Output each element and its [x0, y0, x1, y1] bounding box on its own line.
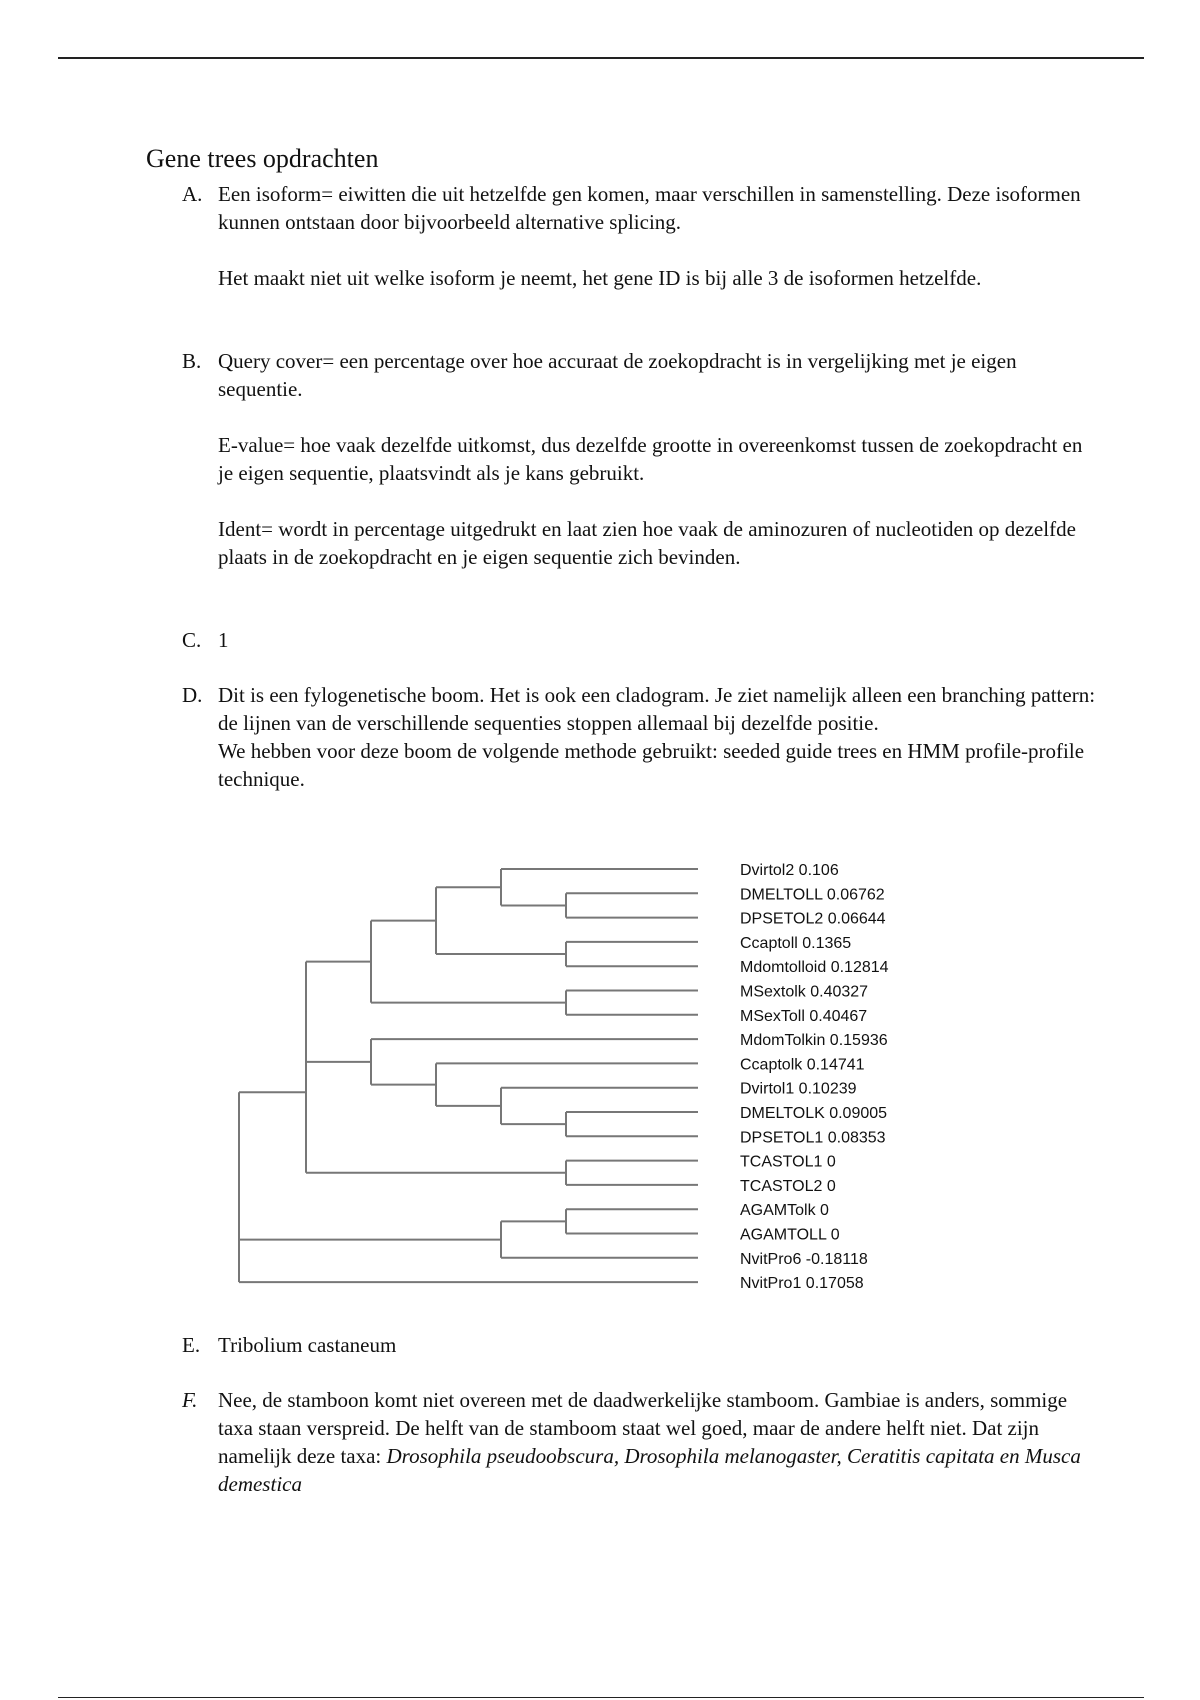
section-b-text-1: Query cover= een percentage over hoe accuraat de zoekopdracht is in vergelijking met je eigen sequentie.	[218, 349, 1017, 401]
section-f-text-1	[218, 1386, 1098, 1498]
section-f-body	[218, 1386, 1098, 1498]
section-c-text-1: 1	[218, 628, 229, 652]
tree-leaf-label: Dvirtol1 0.10239	[740, 1080, 857, 1098]
section-b-body	[218, 347, 1098, 571]
tree-leaf-label: AGAMTolk 0	[740, 1202, 829, 1220]
section-e-text-1: Tribolium castaneum	[218, 1333, 397, 1357]
section-e-marker: E.	[182, 1333, 201, 1357]
tree-leaf-label: Mdomtolloid 0.12814	[740, 959, 889, 977]
tree-leaf-label: TCASTOL1 0	[740, 1153, 836, 1171]
section-c-marker: C.	[182, 628, 202, 652]
section-b-text-2: E-value= hoe vaak dezelfde uitkomst, dus dezelfde grootte in overeenkomst tussen de zoekopdracht en je eigen sequentie, plaatsvindt als je kans gebruikt.	[218, 433, 1083, 485]
section-c-body	[218, 626, 1098, 654]
section-f-text-italic: Drosophila pseudoobscura, Drosophila melanogaster, Ceratitis capitata en Musca demestica	[218, 1444, 1081, 1496]
tree-leaf-label: Ccaptoll 0.1365	[740, 934, 852, 952]
tree-leaf-label: NvitPro1 0.17058	[740, 1275, 864, 1293]
tree-leaf-label: DMELTOLL 0.06762	[740, 886, 885, 904]
tree-leaf-label: DMELTOLK 0.09005	[740, 1105, 888, 1122]
tree-leaf-label: TCASTOL2 0	[740, 1177, 836, 1195]
tree-leaf-label: Dvirtol2 0.106	[740, 862, 839, 879]
section-e-body	[218, 1331, 1098, 1359]
tree-leaf-label: DPSETOL1 0.08353	[740, 1129, 886, 1147]
section-b-marker: B.	[182, 349, 202, 373]
top-rule	[58, 57, 1144, 59]
section-b-text-3: Ident= wordt in percentage uitgedrukt en laat zien hoe vaak de aminozuren of nucleotiden op dezelfde plaats in de zoekopdracht en je eigen sequentie zich bevinden.	[218, 517, 1076, 569]
section-f-marker: F.	[182, 1388, 198, 1412]
tree-leaf-label: MSextolk 0.40327	[740, 983, 869, 1001]
section-a-marker: A.	[182, 182, 203, 206]
section-d-text-2: We hebben voor deze boom de volgende methode gebruikt: seeded guide trees en HMM profile-profile technique.	[218, 739, 1085, 791]
section-d-body	[218, 681, 1098, 793]
gene-tree-figure	[226, 850, 931, 1300]
section-a-text-1: Een isoform= eiwitten die uit hetzelfde gen komen, maar verschillen in samenstelling. Deze isoformen kunnen ontstaan door bijvoorbeeld alternative splicing.	[218, 182, 1081, 234]
page-heading: Gene trees opdrachten	[146, 144, 379, 173]
tree-leaf-label: MdomTolkin 0.15936	[740, 1032, 888, 1050]
bottom-rule	[58, 1697, 1144, 1698]
tree-leaf-label: Ccaptolk 0.14741	[740, 1056, 865, 1074]
section-d-marker: D.	[182, 683, 203, 707]
tree-leaf-label: AGAMTOLL 0	[740, 1226, 840, 1244]
gene-tree-svg	[226, 850, 931, 1300]
section-a-text-2: Het maakt niet uit welke isoform je neemt, het gene ID is bij alle 3 de isoformen hetzelfde.	[218, 266, 982, 290]
tree-leaf-label: NvitPro6 -0.18118	[740, 1250, 868, 1268]
section-a-body	[218, 180, 1098, 292]
section-d-text-1: Dit is een fylogenetische boom. Het is ook een cladogram. Je ziet namelijk alleen een branching pattern: de lijnen van de verschillende sequenties stoppen allemaal bij dezelfde positie.	[218, 683, 1096, 735]
tree-leaf-label: DPSETOL2 0.06644	[740, 910, 886, 928]
tree-leaf-label: MSexToll 0.40467	[740, 1007, 868, 1025]
section-f-text-plain: Nee, de stamboon komt niet overeen met de daadwerkelijke stamboom. Gambiae is anders, sommige taxa staan verspreid. De helft van de stamboom staat wel goed, maar de andere helft niet. Dat zijn namelijk deze taxa:	[218, 1388, 1068, 1468]
